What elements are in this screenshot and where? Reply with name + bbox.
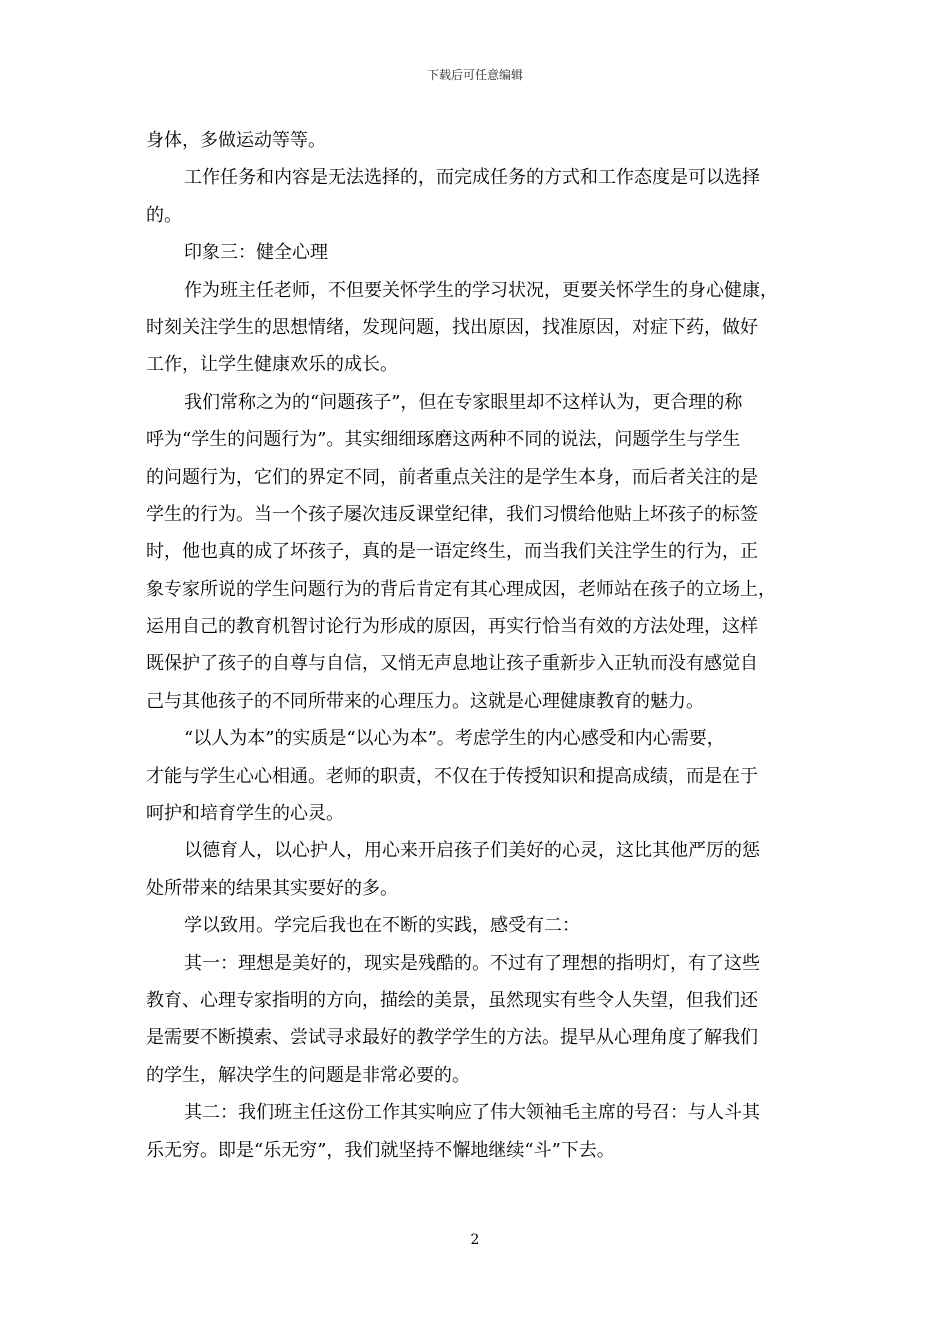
text-line: 的问题行为，它们的界定不同，前者重点关注的是学生本身，而后者关注的是	[146, 466, 758, 488]
text-line: 呼为“学生的问题行为”。其实细细琢磨这两种不同的说法，问题学生与学生	[146, 429, 741, 451]
document-body	[146, 122, 806, 1169]
text-line: 以德育人，以心护人，用心来开启孩子们美好的心灵，这比其他严厉的惩	[184, 840, 760, 862]
text-line: 印象三：健全心理	[184, 242, 328, 264]
text-line: 象专家所说的学生问题行为的背后肯定有其心理成因，老师站在孩子的立场上，	[146, 578, 776, 600]
text-line: 学生的行为。当一个孩子屡次违反课堂纪律，我们习惯给他贴上坏孩子的标签	[146, 503, 758, 525]
text-line: 工作，让学生健康欢乐的成长。	[146, 354, 398, 376]
text-line: 既保护了孩子的自尊与自信，又悄无声息地让孩子重新步入正轨而没有感觉自	[146, 653, 758, 675]
page-number: 2	[470, 1232, 480, 1248]
text-line: 其二：我们班主任这份工作其实响应了伟大领袖毛主席的号召：与人斗其	[184, 1102, 760, 1124]
text-line: 己与其他孩子的不同所带来的心理压力。这就是心理健康教育的魅力。	[146, 690, 704, 712]
text-line: 的学生，解决学生的问题是非常必要的。	[146, 1064, 470, 1086]
text-line: “以人为本”的实质是“以心为本”。考虑学生的内心感受和内心需要，	[184, 728, 725, 750]
text-line: 身体，多做运动等等。	[146, 130, 326, 151]
text-line: 处所带来的结果其实要好的多。	[146, 877, 398, 899]
text-line: 时，他也真的成了坏孩子，真的是一语定终生，而当我们关注学生的行为，正	[146, 541, 758, 563]
text-line: 工作任务和内容是无法选择的，而完成任务的方式和工作态度是可以选择	[184, 167, 760, 189]
text-line: 其一：理想是美好的，现实是残酷的。不过有了理想的指明灯，有了这些	[184, 952, 760, 974]
text-line: 作为班主任老师，不但要关怀学生的学习状况，更要关怀学生的身心健康，	[184, 279, 778, 301]
page-header: 下载后可任意编辑	[426, 68, 523, 82]
text-line: 时刻关注学生的思想情绪，发现问题，找出原因，找准原因，对症下药，做好	[146, 316, 758, 338]
text-line: 教育、心理专家指明的方向，描绘的美景，虽然现实有些令人失望，但我们还	[146, 989, 758, 1011]
text-line: 学以致用。学完后我也在不断的实践，感受有二：	[184, 915, 580, 937]
text-line: 的。	[146, 204, 182, 226]
text-line: 才能与学生心心相通。老师的职责，不仅在于传授知识和提高成绩，而是在于	[146, 765, 758, 787]
text-line: 乐无穷。即是“乐无穷”，我们就坚持不懈地继续“斗”下去。	[146, 1139, 615, 1161]
text-line: 呵护和培育学生的心灵。	[146, 803, 344, 825]
text-line: 我们常称之为的“问题孩子”，但在专家眼里却不这样认为，更合理的称	[184, 391, 743, 413]
text-line: 运用自己的教育机智讨论行为形成的原因，再实行恰当有效的方法处理，这样	[146, 616, 758, 638]
text-line: 是需要不断摸索、尝试寻求最好的教学学生的方法。提早从心理角度了解我们	[146, 1027, 758, 1049]
